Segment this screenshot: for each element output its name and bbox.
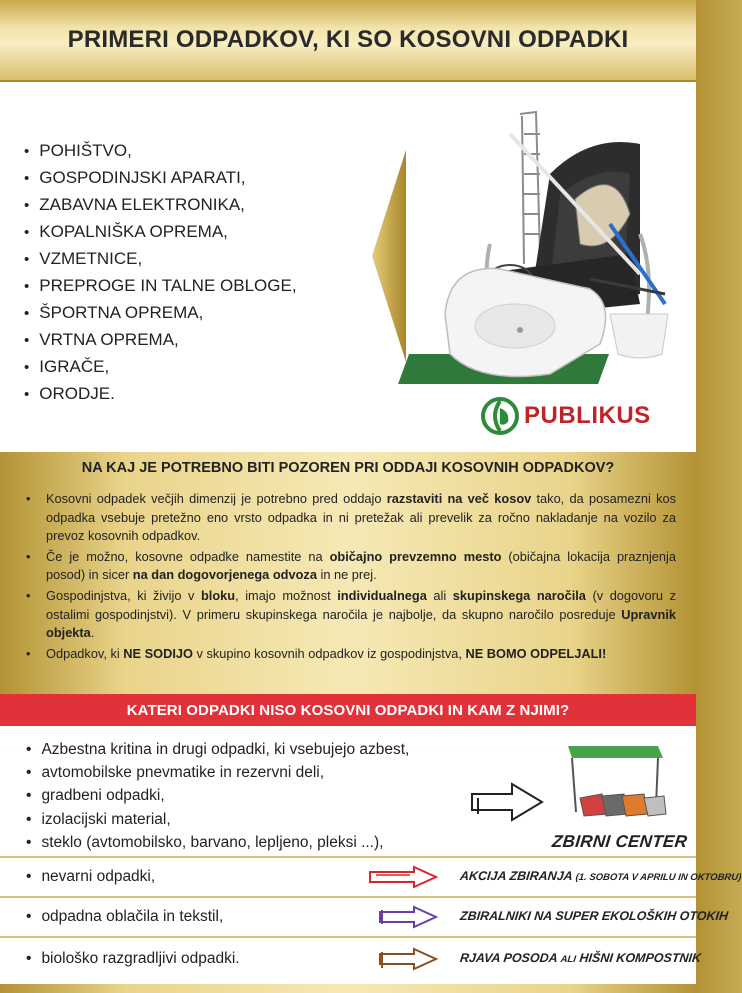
label-main: RJAVA POSODA — [459, 951, 558, 965]
emphasis: Upravnik objekta — [46, 606, 676, 641]
label-end: HIŠNI KOMPOSTNIK — [578, 951, 702, 965]
brown-arrow-icon — [366, 948, 438, 970]
list-item — [22, 645, 676, 664]
row-text: • nevarni odpadki, — [26, 868, 155, 886]
bulky-waste-photo — [440, 104, 670, 394]
notice-title: NA KAJ JE POTREBNO BITI POZOREN PRI ODDAJI KOSOVNIH ODPADKOV? — [81, 460, 615, 476]
emphasis: na dan dogovorjenega odvoza — [132, 567, 317, 583]
list-item: • POHIŠTVO, — [24, 138, 297, 165]
label-connector: ALI — [559, 954, 577, 965]
text: , imajo možnost — [235, 587, 338, 603]
text: tako, da posamezni kos odpadka vsebuje pretežno eno vrsto odpadka in ni pretežak ali prevelik za ročno nakladanje na vozilo za prevoz kosovnih odpadkov. — [46, 491, 677, 544]
emphasis: skupinskega naročila — [452, 587, 586, 603]
section-title: KATERI ODPADKI NISO KOSOVNI ODPADKI IN KAM Z NJIMI? — [126, 701, 570, 719]
notice-section — [0, 452, 696, 682]
collection-center-list — [26, 738, 409, 854]
row-text: • biološko razgradljivi odpadki. — [26, 950, 240, 968]
list-item: • KOPALNIŠKA OPREMA, — [24, 219, 297, 246]
label-main: AKCIJA ZBIRANJA — [459, 869, 574, 883]
examples-panel — [0, 82, 696, 452]
list-item: • VZMETNICE, — [24, 246, 297, 273]
list-item: • avtomobilske pnevmatike in rezervni deli, — [26, 761, 409, 784]
list-item: • IGRAČE, — [24, 354, 297, 381]
logo-text: PUBLIKUS — [524, 402, 651, 429]
collection-center-illustration — [468, 736, 668, 836]
text: Kosovni odpadek večjih dimenzij je potrebno pred oddajo — [46, 491, 387, 506]
page-title: PRIMERI ODPADKOV, KI SO KOSOVNI ODPADKI — [67, 26, 629, 53]
biowaste-row — [0, 940, 702, 980]
list-item — [22, 548, 676, 585]
text: Če je možno, kosovne odpadke namestite na — [46, 548, 330, 564]
text: . — [90, 625, 95, 641]
emphasis: NE SODIJO — [123, 645, 193, 661]
row-label — [459, 869, 742, 883]
text: v skupino kosovnih odpadkov iz gospodinjstva, — [193, 645, 466, 661]
publikus-logo — [480, 396, 651, 436]
emphasis: bloku — [200, 587, 236, 603]
collection-center-label: ZBIRNI CENTER — [551, 832, 689, 851]
text: Gospodinjstva, ki živijo v — [46, 587, 201, 603]
list-item: • PREPROGE IN TALNE OBLOGE, — [24, 273, 297, 300]
list-item: • Azbestna kritina in drugi odpadki, ki vsebujejo azbest, — [26, 738, 409, 761]
red-arrow-icon — [366, 866, 438, 888]
text: (običajna lokacija praznjenja posod) in sicer — [46, 548, 676, 583]
row-label: ZBIRALNIKI NA SUPER EKOLOŠKIH OTOKIH — [459, 909, 729, 923]
text: (v dogovoru z ostalimi gospodinjstvi). V primeru skupinskega naročila je najbolje, da skupno naročilo posreduje — [46, 587, 677, 622]
text: ali — [426, 587, 453, 603]
list-item: • izolacijski material, — [26, 808, 409, 831]
header-bar — [0, 0, 696, 82]
list-item: • VRTNA OPREMA, — [24, 327, 297, 354]
emphasis: običajno prevzemno mesto — [329, 548, 502, 564]
textile-row — [0, 898, 729, 938]
section-title-bar — [0, 694, 696, 726]
emphasis: individualnega — [337, 587, 427, 603]
list-item: • GOSPODINJSKI APARATI, — [24, 165, 297, 192]
label-note: (1. SOBOTA V APRILU IN OKTOBRU) — [575, 872, 742, 883]
divider — [0, 936, 696, 938]
row-label — [459, 951, 702, 965]
list-item — [22, 587, 676, 643]
text: Odpadkov, ki — [46, 645, 124, 661]
emphasis: razstaviti na več kosov — [386, 491, 532, 506]
hazardous-waste-row — [0, 858, 742, 898]
other-waste-panel — [0, 726, 742, 984]
emphasis: NE BOMO ODPELJALI! — [465, 645, 607, 661]
list-item: • ORODJE. — [24, 381, 297, 408]
list-item: • steklo (avtomobilsko, barvano, lepljeno, pleksi ...), — [26, 831, 409, 854]
list-item: • ZABAVNA ELEKTRONIKA, — [24, 192, 297, 219]
list-item: • gradbeni odpadki, — [26, 784, 409, 807]
row-text: • odpadna oblačila in tekstil, — [26, 908, 223, 926]
list-item — [22, 490, 676, 546]
list-item: • ŠPORTNA OPREMA, — [24, 300, 297, 327]
text: in ne prej. — [316, 567, 377, 583]
notice-list — [22, 490, 676, 663]
purple-arrow-icon — [366, 906, 438, 928]
examples-list — [24, 138, 297, 408]
publikus-logo-icon — [480, 396, 520, 436]
pointer-arrow-icon — [372, 150, 406, 362]
